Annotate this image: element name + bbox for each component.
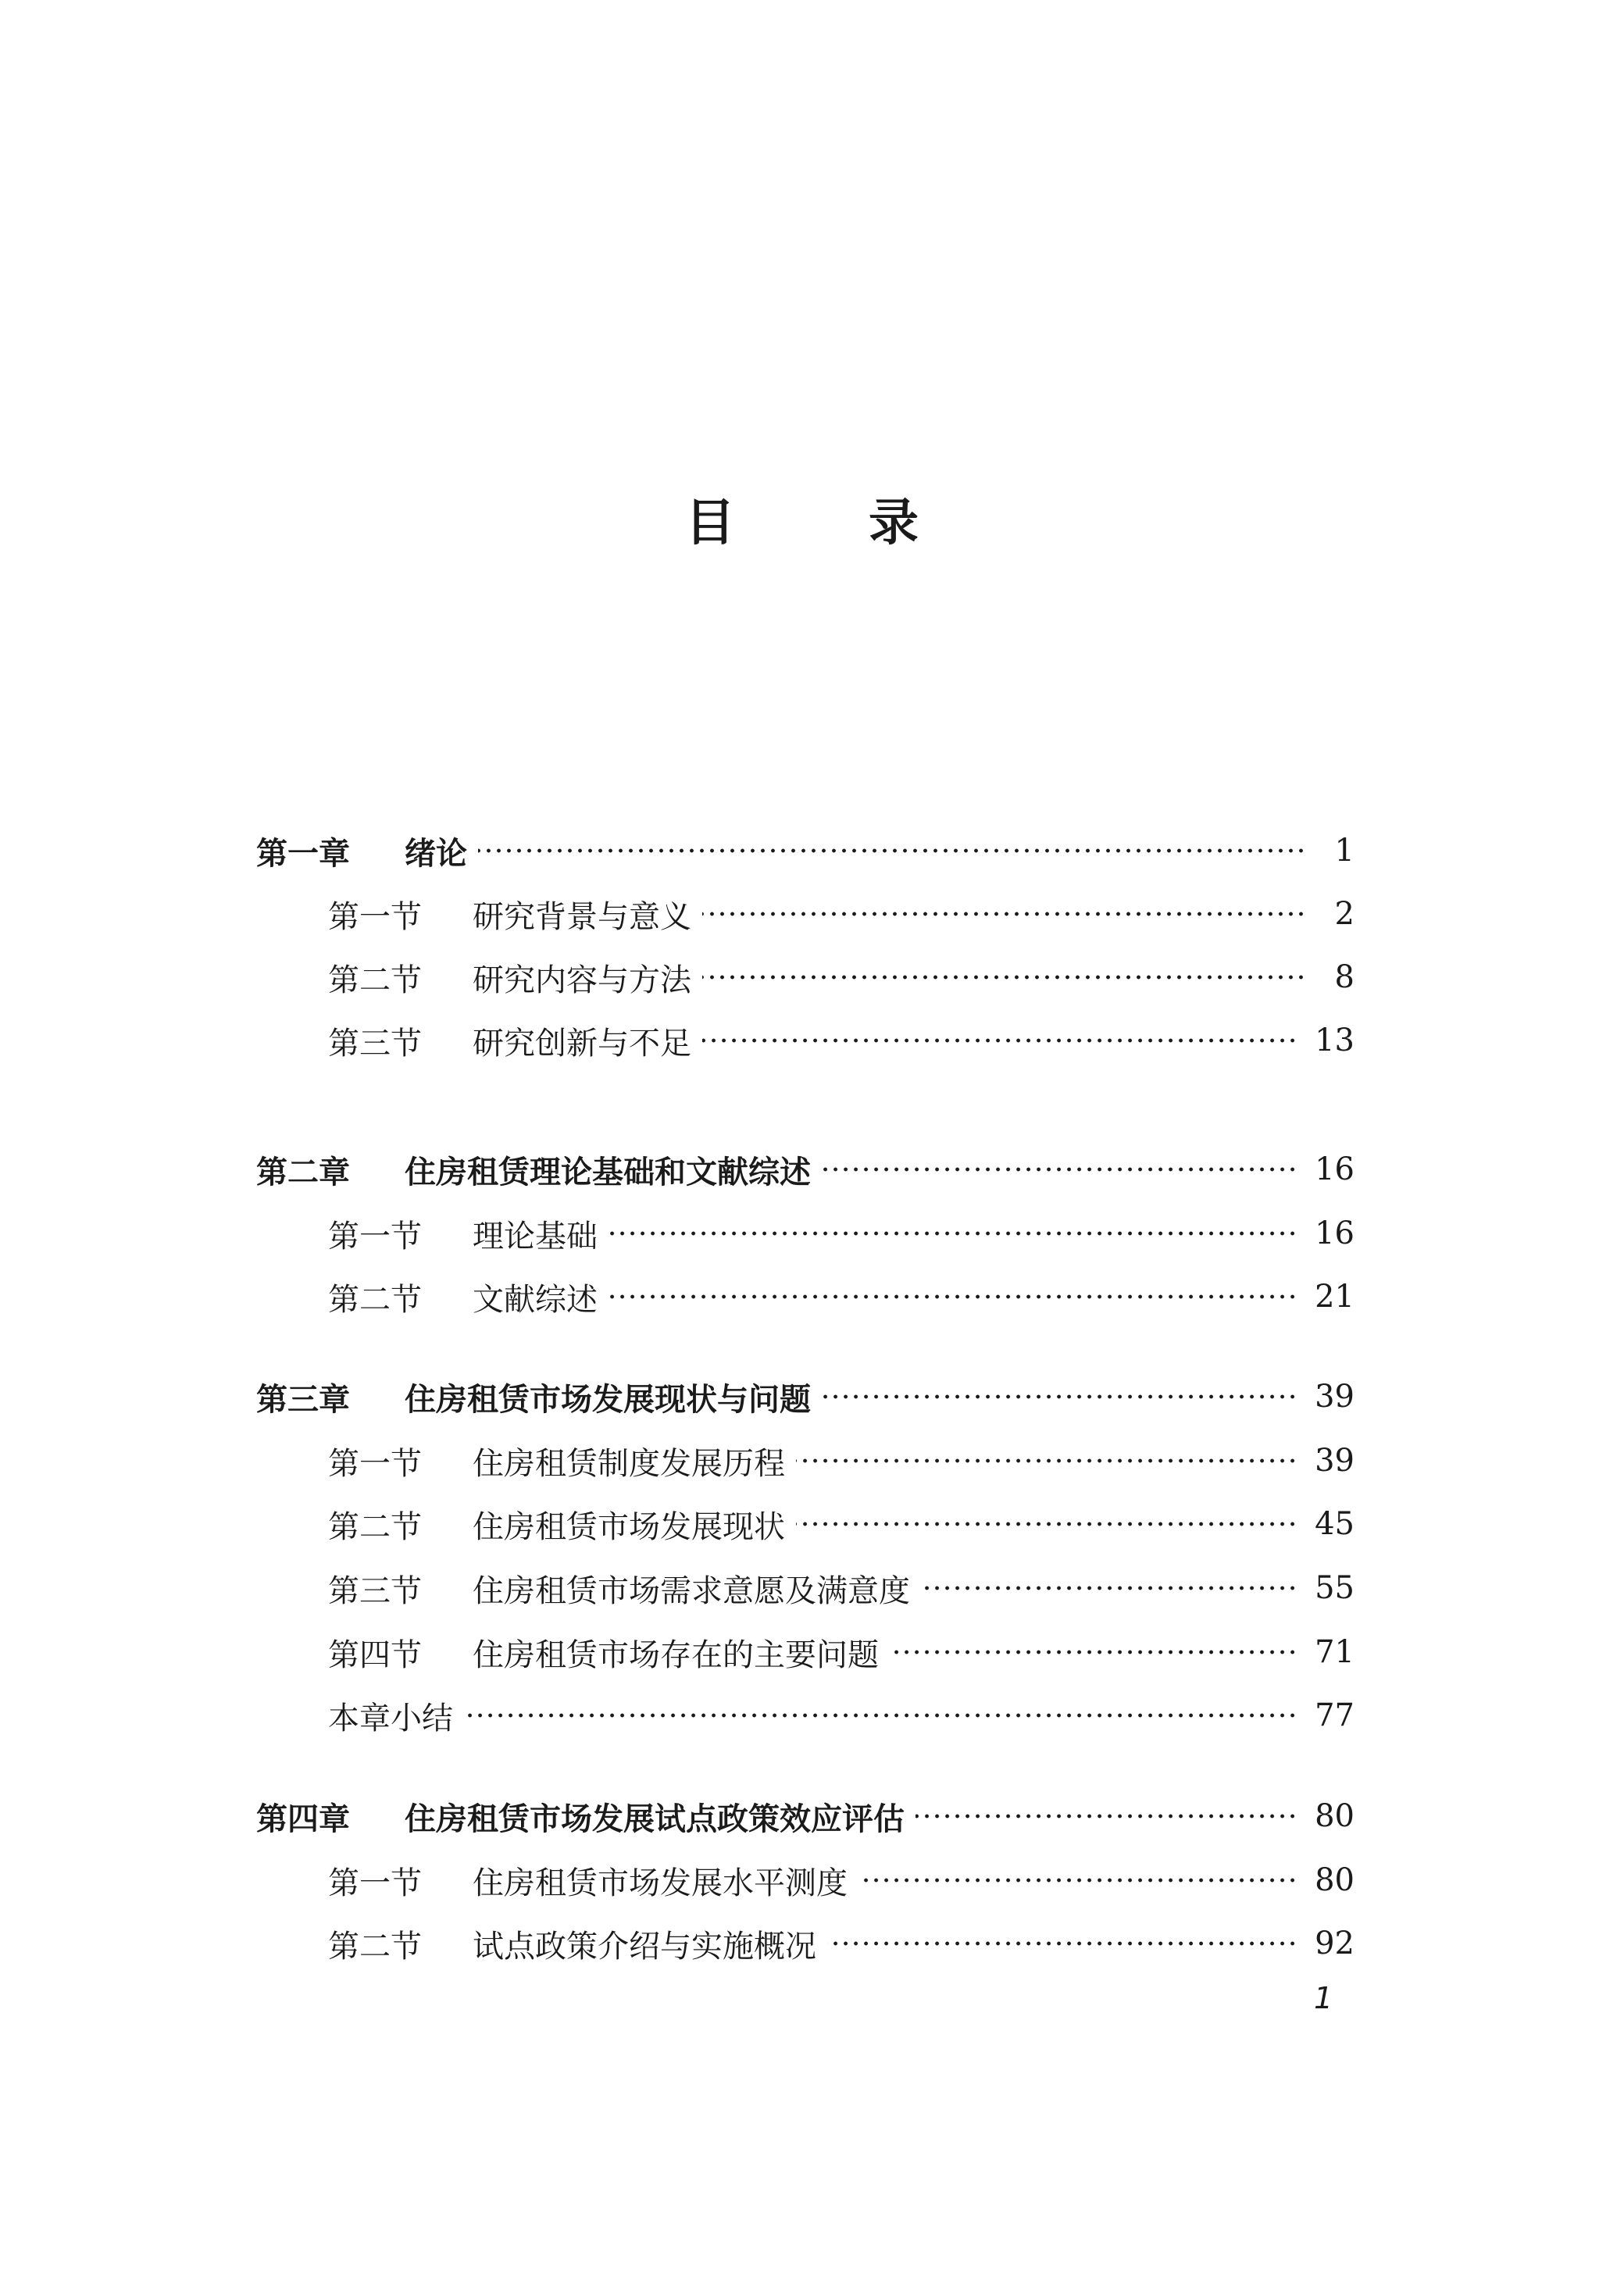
toc-entry-number: 第二节: [328, 1508, 422, 1545]
toc-entry-number: 第二节: [328, 962, 422, 998]
toc-entry[interactable]: [328, 1561, 1355, 1615]
toc-entry-page: 13: [1315, 1023, 1355, 1058]
page-title-char-1: 目: [685, 494, 735, 552]
page-title-char-2: 录: [869, 494, 919, 552]
toc-leader-dots: [464, 1710, 1297, 1721]
toc-entry[interactable]: [328, 1625, 1355, 1679]
toc-entry-page: 77: [1315, 1697, 1355, 1733]
toc-entry-title: 住房租赁市场发展现状与问题: [405, 1380, 811, 1418]
toc-entry[interactable]: [328, 1269, 1355, 1324]
toc-entry-title: 住房租赁市场发展试点政策效应评估: [405, 1800, 905, 1837]
toc-entry-number: 第二章: [256, 1153, 350, 1190]
toc-leader-dots: [609, 1291, 1297, 1302]
toc-entry-number: 第三节: [328, 1025, 422, 1062]
toc-entry-page: 8: [1334, 959, 1355, 995]
toc-entry[interactable]: [328, 1433, 1355, 1488]
toc-leader-dots: [827, 1938, 1297, 1949]
toc-entry[interactable]: [328, 1013, 1355, 1068]
toc-entry-number: 第四章: [256, 1800, 350, 1837]
toc-entry[interactable]: [256, 1142, 1355, 1197]
toc-leader-dots: [822, 1164, 1297, 1175]
toc-leader-dots: [478, 845, 1306, 856]
toc-entry-page: 80: [1315, 1862, 1355, 1898]
toc-entry-title: 研究背景与意义: [473, 898, 691, 935]
toc-entry[interactable]: [328, 950, 1355, 1005]
toc-entry-page: 16: [1315, 1151, 1355, 1187]
toc-leader-dots: [702, 908, 1306, 919]
toc-leader-dots: [609, 1228, 1297, 1239]
toc-entry-title: 理论基础: [473, 1218, 598, 1255]
page-number: 1: [1314, 1981, 1333, 2015]
toc-entry[interactable]: [328, 1206, 1355, 1261]
toc-entry[interactable]: [328, 1688, 1355, 1743]
toc-entry-number: 第一节: [328, 1865, 422, 1901]
toc-entry[interactable]: [328, 1497, 1355, 1551]
toc-entry-page: 55: [1315, 1570, 1355, 1606]
toc-entry-number: 第三节: [328, 1572, 422, 1609]
toc-leader-dots: [921, 1583, 1297, 1594]
toc-entry[interactable]: [328, 1853, 1355, 1908]
toc-entry-page: 21: [1315, 1279, 1355, 1315]
toc-entry[interactable]: [256, 1369, 1355, 1424]
toc-entry-title: 住房租赁制度发展历程: [473, 1445, 785, 1482]
toc-entry-title: 住房租赁市场发展水平测度: [473, 1865, 848, 1901]
toc-entry[interactable]: [328, 887, 1355, 941]
toc-entry-title: 试点政策介绍与实施概况: [473, 1928, 816, 1965]
toc-leader-dots: [796, 1455, 1297, 1466]
toc-entry-title: 住房租赁市场存在的主要问题: [473, 1636, 879, 1673]
toc-entry-title: 住房租赁理论基础和文献综述: [405, 1153, 811, 1190]
toc-entry-number: 第四节: [328, 1636, 422, 1673]
toc-entry-page: 39: [1315, 1379, 1355, 1415]
toc-entry-number: 第一节: [328, 898, 422, 935]
toc-leader-dots: [702, 972, 1306, 983]
toc-leader-dots: [916, 1811, 1297, 1822]
toc-leader-dots: [822, 1391, 1297, 1402]
toc-entry-number: 第二节: [328, 1928, 422, 1965]
toc-entry-page: 2: [1334, 896, 1355, 932]
toc-entry-title: 研究创新与不足: [473, 1025, 691, 1062]
toc-leader-dots: [702, 1035, 1297, 1046]
toc-entry[interactable]: [256, 823, 1355, 878]
toc-entry-page: 1: [1334, 833, 1355, 869]
toc-entry-title: 文献综述: [473, 1281, 598, 1318]
toc-entry-title: 绪论: [405, 834, 467, 872]
toc-leader-dots: [796, 1519, 1297, 1529]
toc-entry-page: 71: [1315, 1634, 1355, 1670]
toc-entry-number: 第一节: [328, 1445, 422, 1482]
toc-entry-number: 第一节: [328, 1218, 422, 1255]
toc-entry[interactable]: [328, 1916, 1355, 1971]
toc-entry-number: 第一章: [256, 834, 350, 872]
toc-entry[interactable]: [256, 1789, 1355, 1843]
toc-entry-page: 92: [1315, 1926, 1355, 1961]
toc-entry-title: 本章小结: [328, 1700, 453, 1736]
toc-leader-dots: [890, 1647, 1297, 1658]
toc-entry-title: 住房租赁市场发展现状: [473, 1508, 785, 1545]
toc-entry-page: 45: [1315, 1506, 1355, 1542]
toc-entry-title: 研究内容与方法: [473, 962, 691, 998]
toc-entry-page: 80: [1315, 1798, 1355, 1834]
toc-entry-title: 住房租赁市场需求意愿及满意度: [473, 1572, 910, 1609]
toc-entry-number: 第三章: [256, 1380, 350, 1418]
toc-entry-number: 第二节: [328, 1281, 422, 1318]
toc-leader-dots: [858, 1875, 1297, 1886]
toc-entry-page: 39: [1315, 1443, 1355, 1479]
toc-entry-page: 16: [1315, 1215, 1355, 1251]
